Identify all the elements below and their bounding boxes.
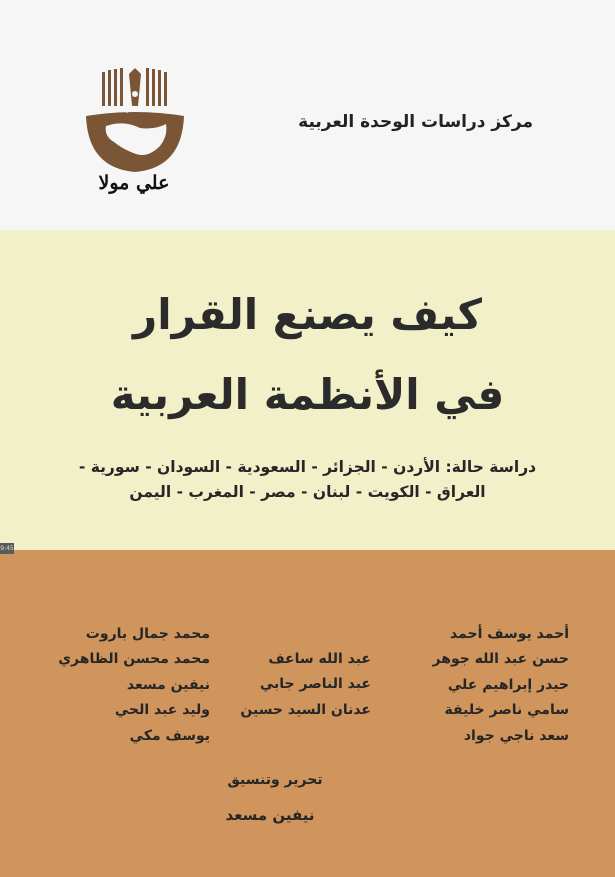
subtitle-line-1: دراسة حالة: الأردن - الجزائر - السعودية - السودان - سورية - (78, 458, 537, 476)
author-name: وليد عبد الحي (114, 702, 210, 719)
logo-text: مركز دراسات الوحدة العربية (93, 105, 177, 113)
publisher-name: مركز دراسات الوحدة العربية (298, 112, 533, 132)
author-name: سعد ناجي جواد (463, 727, 569, 744)
title-line-2: في الأنظمة العربية (110, 370, 505, 419)
author-name: عدنان السيد حسين (240, 701, 371, 718)
author-name: حيدر إبراهيم علي (447, 676, 569, 693)
author-name: نيفين مسعد (126, 676, 210, 693)
title-line-1: كيف يصنع القرار (133, 290, 482, 339)
authors-column-left (50, 622, 210, 749)
editor-name: نيفين مسعد (225, 806, 315, 824)
author-name: محمد محسن الظاهري (58, 651, 210, 668)
authors-column-middle (236, 647, 371, 723)
author-name: محمد جمال باروت (85, 626, 210, 642)
author-name: أحمد يوسف أحمد (450, 626, 569, 642)
publisher-logo (84, 68, 186, 178)
author-name: عبد الله ساعف (268, 651, 371, 667)
author-name: حسن عبد الله جوهر (432, 651, 569, 668)
authors-column-right (394, 622, 569, 749)
editor-label: تحرير وتنسيق (227, 772, 323, 788)
subtitle-line-2: العراق - الكويت - لبنان - مصر - المغرب - اليمن (129, 483, 486, 501)
author-name: يوسف مكي (129, 727, 210, 744)
author-name: عبد الناصر جابي (259, 676, 371, 693)
author-name: سامي ناصر خليفة (444, 702, 569, 719)
side-tab[interactable]: 9:45 (0, 545, 14, 552)
watermark-text: علي مولا (98, 172, 170, 194)
